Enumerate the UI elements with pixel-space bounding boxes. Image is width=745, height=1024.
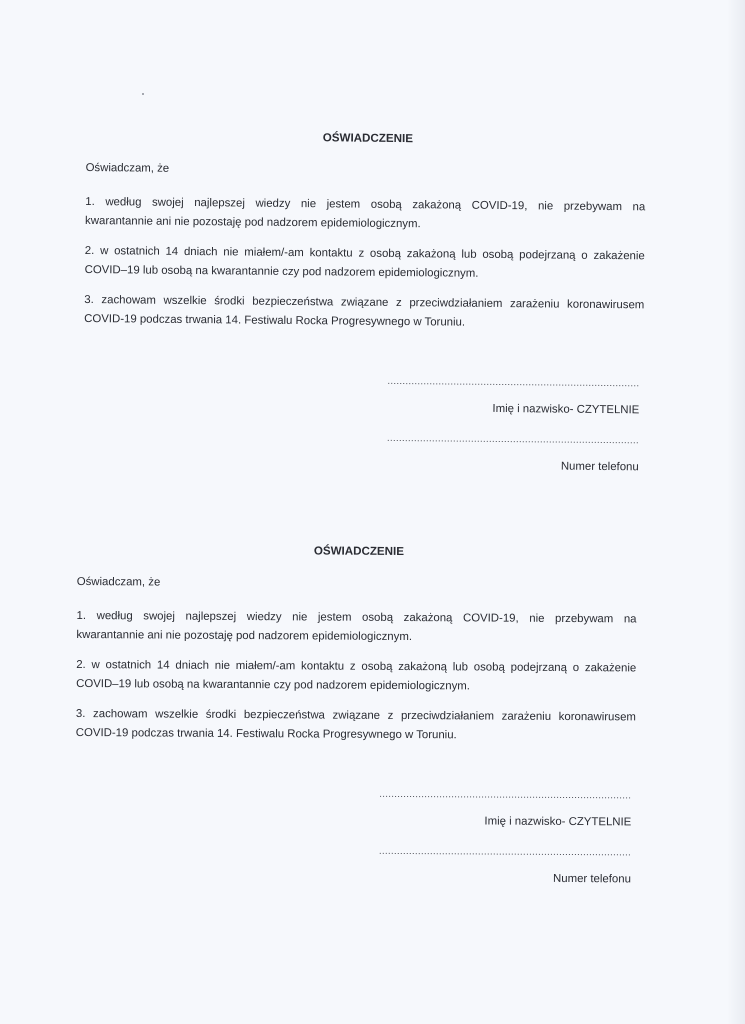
point-3-line-1: 3. zachowam wszelkie środki bezpieczeństwa związane z przeciwdziałaniem zarażeniu koronawirusem bbox=[75, 707, 636, 724]
point-2-line-2: COVID–19 lub osobą na kwarantannie czy pod nadzorem epidemiologicznym. bbox=[76, 677, 470, 693]
declaration-intro: Oświadczam, że bbox=[76, 575, 161, 589]
phone-signature-line[interactable]: .................................................................................... bbox=[386, 432, 640, 446]
declaration-title: OŚWIADCZENIE bbox=[322, 131, 414, 146]
point-2-line-1: 2. w ostatnich 14 dniach nie miałem/-am kontaktu z osobą zakażoną lub osobą podejrzaną o zakażenie bbox=[76, 658, 637, 675]
phone-label: Numer telefonu bbox=[560, 460, 639, 474]
point-1-line-1: 1. według swojej najlepszej wiedzy nie jestem osobą zakażoną COVID-19, nie przebywam na bbox=[76, 609, 637, 626]
point-2-line-2: COVID–19 lub osobą na kwarantannie czy pod nadzorem epidemiologicznym. bbox=[84, 263, 479, 280]
page-edge-shadow bbox=[727, 0, 745, 1024]
scan-speck bbox=[142, 93, 144, 95]
point-1-line-1: 1. według swojej najlepszej wiedzy nie jestem osobą zakażoną COVID-19, nie przebywam na bbox=[85, 195, 646, 214]
point-3-line-2: COVID-19 podczas trwania 14. Festiwalu Rocka Progresywnego w Toruniu. bbox=[75, 726, 457, 742]
declaration-title: OŚWIADCZENIE bbox=[313, 544, 405, 558]
point-3-line-2: COVID-19 podczas trwania 14. Festiwalu Rocka Progresywnego w Toruniu. bbox=[84, 312, 466, 329]
name-label: Imię i nazwisko- CZYTELNIE bbox=[484, 815, 632, 829]
declaration-point-1 bbox=[76, 607, 636, 648]
declaration-point-1 bbox=[85, 193, 645, 236]
name-label: Imię i nazwisko- CZYTELNIE bbox=[492, 402, 640, 417]
phone-signature-line[interactable]: .................................................................................... bbox=[379, 845, 632, 858]
declaration-form-2 bbox=[75, 540, 637, 889]
phone-label: Numer telefonu bbox=[553, 872, 631, 886]
declaration-point-2 bbox=[76, 656, 636, 697]
signature-block bbox=[75, 786, 636, 889]
declaration-point-3 bbox=[76, 705, 636, 746]
name-signature-line[interactable]: .................................................................................... bbox=[379, 788, 632, 801]
declaration-point-2 bbox=[85, 242, 645, 285]
declaration-form-1 bbox=[83, 126, 646, 477]
declaration-intro: Oświadczam, że bbox=[85, 161, 170, 175]
declaration-point-3 bbox=[84, 291, 644, 334]
point-2-line-1: 2. w ostatnich 14 dniach nie miałem/-am kontaktu z osobą zakażoną lub osobą podejrzaną o zakażenie bbox=[84, 244, 645, 263]
signature-block bbox=[83, 372, 644, 477]
name-signature-line[interactable]: .................................................................................... bbox=[387, 375, 640, 389]
point-1-line-2: kwarantannie ani nie pozostaję pod nadzorem epidemiologicznym. bbox=[85, 214, 421, 231]
point-3-line-1: 3. zachowam wszelkie środki bezpieczeństwa związane z przeciwdziałaniem zarażeniu koronawirusem bbox=[84, 293, 645, 312]
point-1-line-2: kwarantannie ani nie pozostaję pod nadzorem epidemiologicznym. bbox=[76, 628, 413, 644]
